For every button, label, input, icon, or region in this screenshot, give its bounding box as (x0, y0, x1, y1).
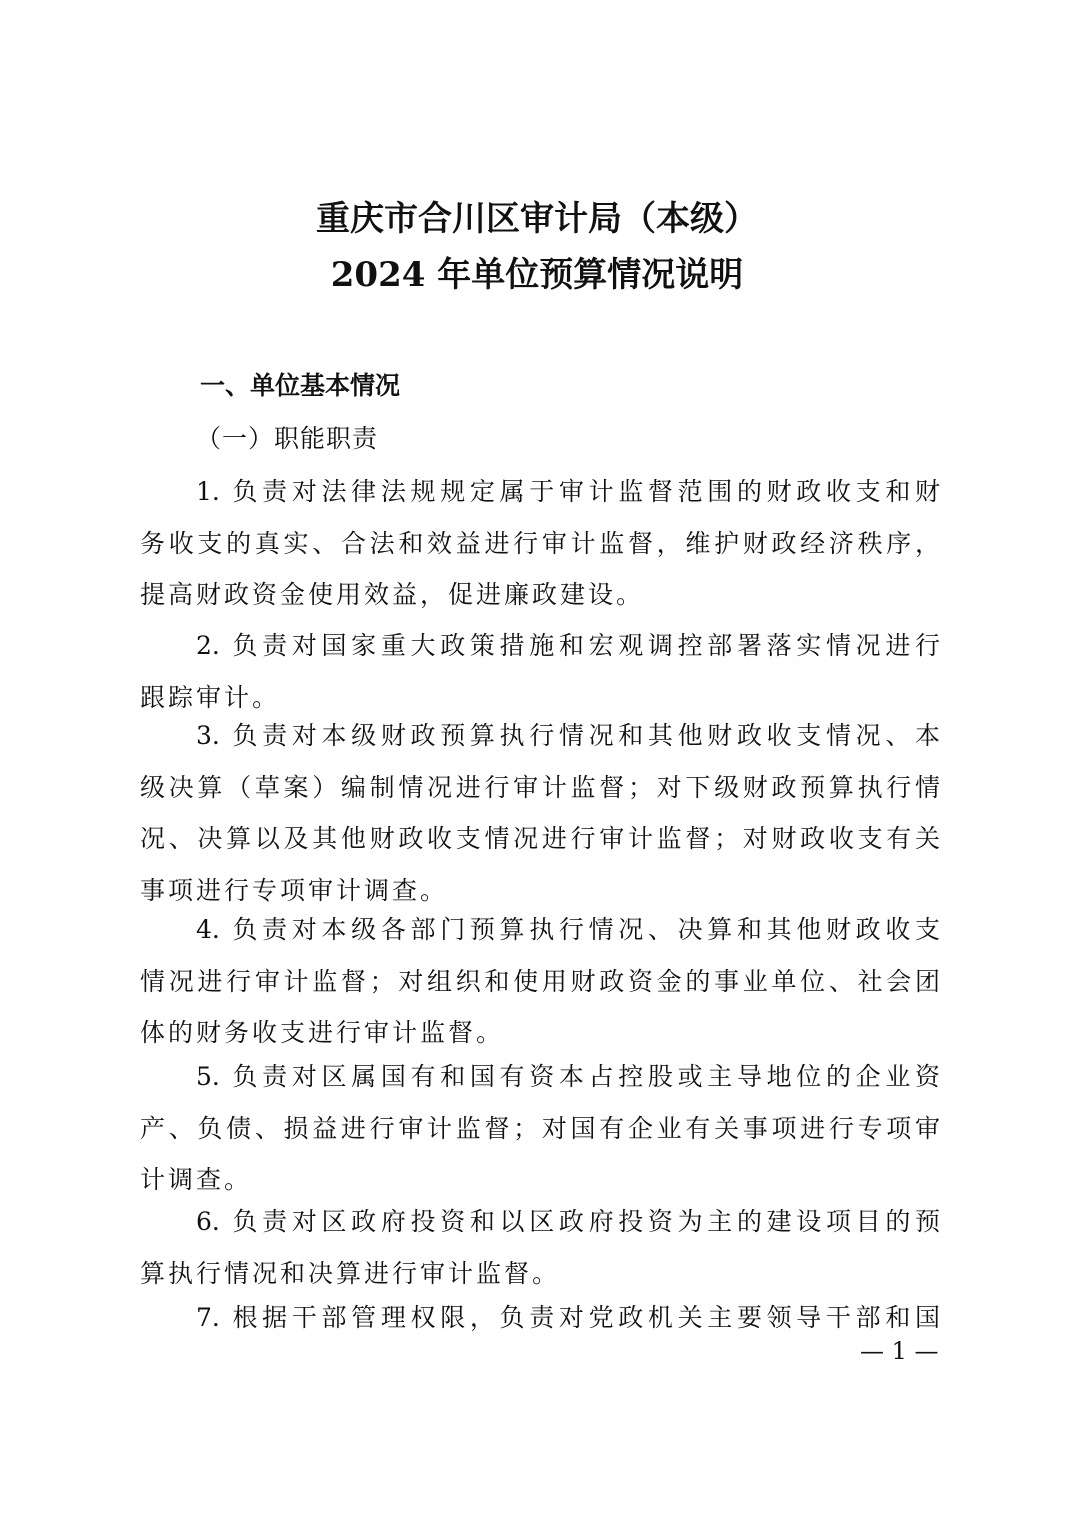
document-title-line-1: 重庆市合川区审计局（本级） (316, 199, 758, 239)
paragraph-7 (140, 1292, 940, 1344)
paragraph-line: 1. 负责对法律法规规定属于审计监督范围的财政收支和财 (196, 477, 940, 506)
paragraph-line: 体的财务收支进行审计监督。 (140, 1018, 505, 1047)
paragraph-line: 情况进行审计监督；对组织和使用财政资金的事业单位、社会团 (140, 966, 940, 996)
paragraph-line: 计调查。 (140, 1165, 253, 1194)
paragraph-5 (140, 1051, 940, 1206)
paragraph-line: 6. 负责对区政府投资和以区政府投资为主的建设项目的预 (196, 1207, 940, 1236)
paragraph-line: 3. 负责对本级财政预算执行情况和其他财政收支情况、本 (196, 721, 940, 750)
paragraph-line: 5. 负责对区属国有和国有资本占控股或主导地位的企业资 (196, 1062, 940, 1091)
paragraph-4 (140, 904, 940, 1059)
paragraph-1 (140, 466, 940, 621)
section-heading: 一、单位基本情况 (200, 371, 401, 400)
paragraph-line: 产、负债、损益进行审计监督；对国有企业有关事项进行专项审 (140, 1113, 940, 1143)
paragraph-line: 事项进行专项审计调查。 (140, 875, 449, 905)
paragraph-line: 4. 负责对本级各部门预算执行情况、决算和其他财政收支 (196, 915, 940, 944)
paragraph-line: 2. 负责对国家重大政策措施和宏观调控部署落实情况进行 (196, 631, 940, 660)
page-number: — 1 — (860, 1337, 939, 1365)
paragraph-line: 7. 根据干部管理权限，负责对党政机关主要领导干部和国 (196, 1303, 940, 1332)
paragraph-line: 提高财政资金使用效益，促进廉政建设。 (140, 580, 645, 609)
subsection-heading: （一）职能职责 (196, 424, 379, 453)
paragraph-2 (140, 620, 940, 723)
paragraph-line: 况、决算以及其他财政收支情况进行审计监督；对财政收支有关 (140, 824, 940, 853)
paragraph-line: 跟踪审计。 (140, 682, 281, 712)
paragraph-6 (140, 1196, 940, 1299)
paragraph-line: 级决算（草案）编制情况进行审计监督；对下级财政预算执行情 (140, 772, 940, 802)
document-title-line-2: 2024 年单位预算情况说明 (330, 255, 744, 295)
paragraph-line: 算执行情况和决算进行审计监督。 (140, 1258, 561, 1288)
paragraph-3 (140, 710, 940, 916)
paragraph-line: 务收支的真实、合法和效益进行审计监督，维护财政经济秩序， (140, 528, 940, 558)
